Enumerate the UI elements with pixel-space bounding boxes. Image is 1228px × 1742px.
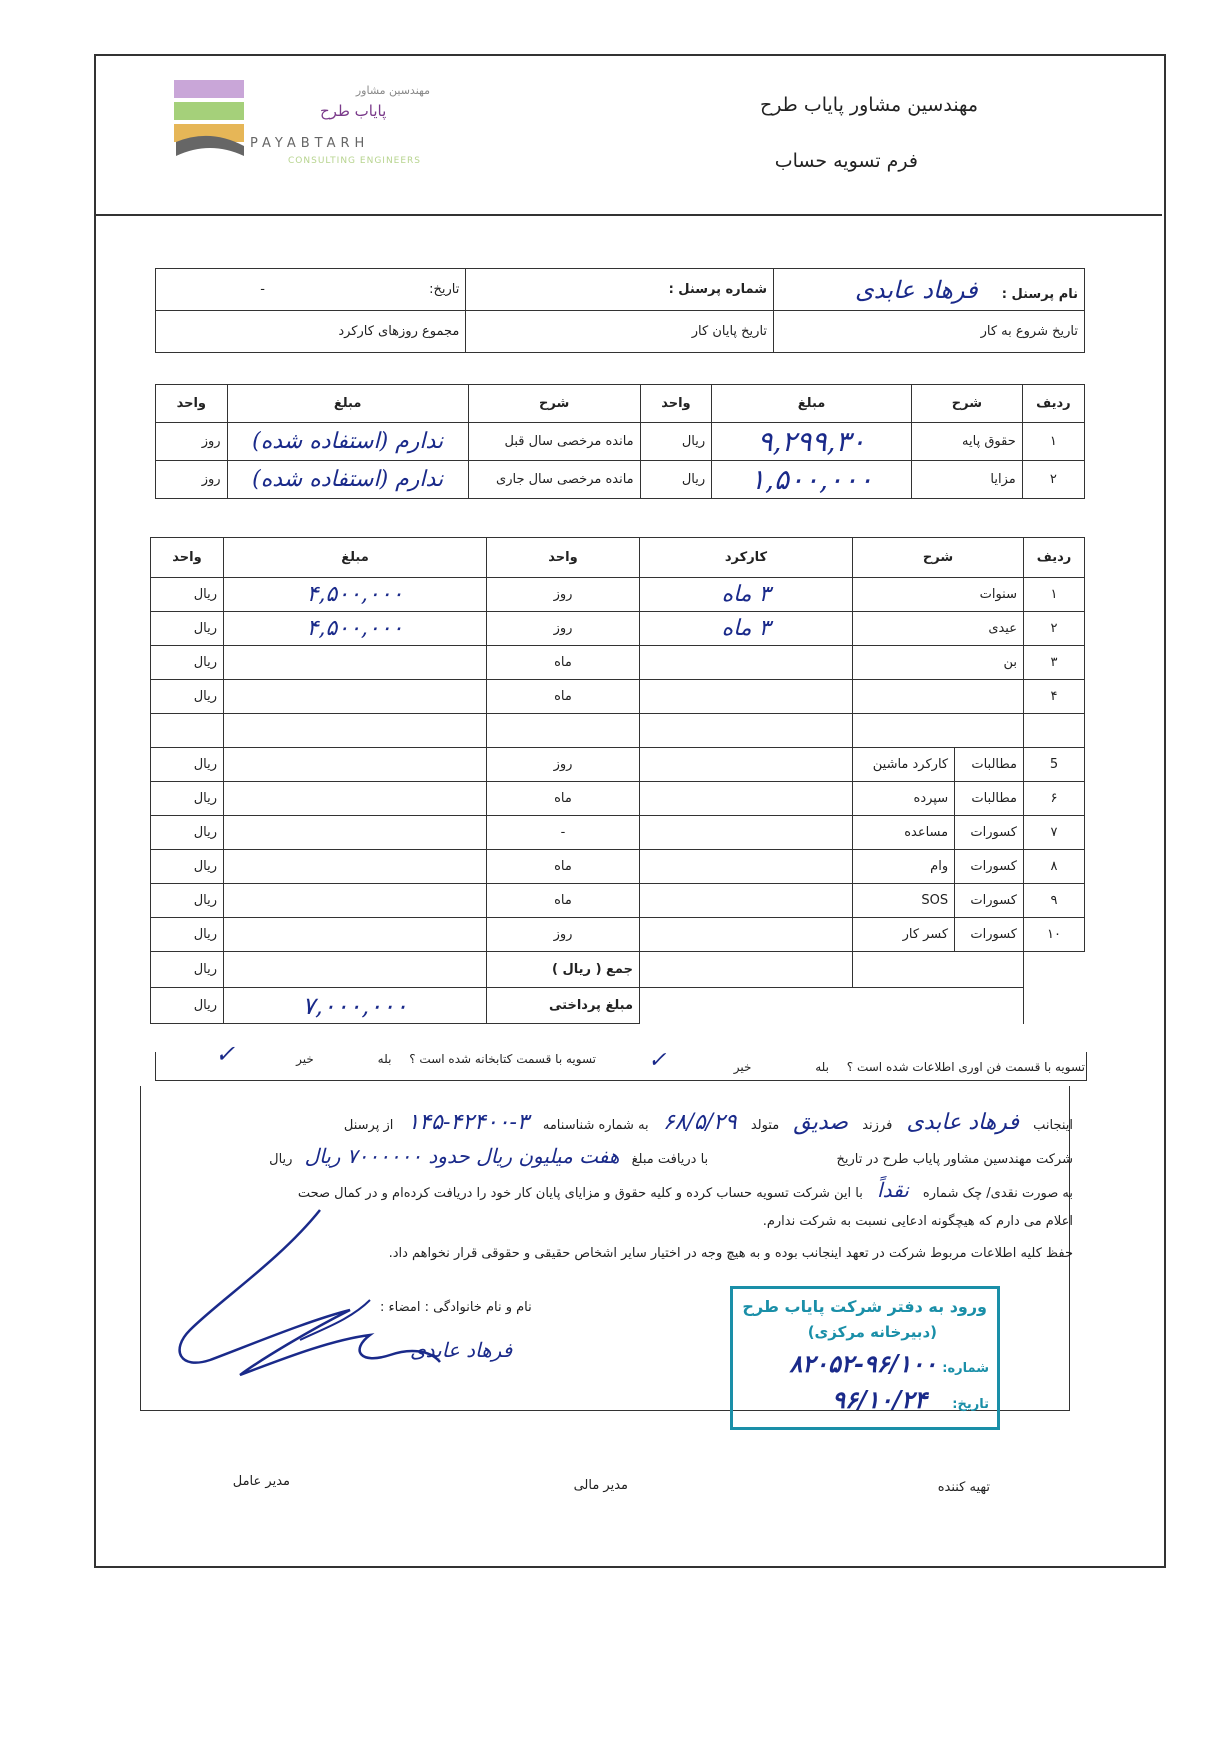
table-row: ۱۰ کسورات کسر کار روز ریال <box>151 918 1085 952</box>
personnel-name-label: نام پرسنل : <box>1001 286 1078 302</box>
logo-text-fa: پایاب طرح <box>320 102 387 120</box>
personnel-name-value: فرهاد عابدی <box>854 275 978 304</box>
ceo-label: مدیر عامل <box>232 1474 290 1489</box>
settlement-table: ردیف شرح کارکرد واحد مبلغ واحد ۱ سنوات ۳ ماه روز ۴,۵۰۰,۰۰۰ ریال ۲ عیدی ۳ ماه روز ۴,۵۰۰,۰۰۰ ریال ۳ بن ماه ریال ۴ ماه ریال 5 مطالبات کارکرد ماشین روز ریال ۶ مطالبات سپرده ماه ریال ۷ کسورات مساعده - ریال ۸ کسورات وام ماه ریال ۹ کسورات SOS ماه ریال ۱۰ کسورات کسر کار روز ریال جمع ( ریال ) ریال مبلغ پرداختی ۷,۰۰۰,۰۰۰ ریال <box>150 537 1085 1024</box>
end-date-cell: تاریخ پایان کار <box>466 311 774 353</box>
it-clearance-question: تسویه با قسمت فن اوری اطلاعات شده است ؟ بله خیر <box>733 1060 1085 1074</box>
it-checkmark: ✓ <box>648 1048 667 1073</box>
salary-table: ردیف شرح مبلغ واحد شرح مبلغ واحد ۱ حقوق پایه ۹,۲۹۹,۳۰ ریال مانده مرخصی سال قبل ندارم (استفاده شده) روز ۲ مزایا ۱,۵۰۰,۰۰۰ ریال مانده مرخصی سال جاری ندارم (استفاده شده) روز <box>155 384 1085 499</box>
preparer-label: تهیه کننده <box>937 1480 990 1495</box>
declaration-line-1: اینجانب فرهاد عابدی فرزند صدیق متولد ۶۸/۵/۲۹ به شماره شناسنامه ۳-۴۲۴۰۰-۱۴۵ از پرسنل <box>343 1110 1073 1135</box>
date-label: تاریخ: <box>429 282 460 297</box>
declaration-line-4: اعلام می دارم که هیچگونه ادعایی نسبت به شرکت ندارم. <box>762 1214 1073 1229</box>
workdays-cell: مجموع روزهای کارکرد <box>156 311 466 353</box>
finance-manager-label: مدیر مالی <box>573 1478 628 1493</box>
table-row: ۹ کسورات SOS ماه ریال <box>151 884 1085 918</box>
table-row: ۲ عیدی ۳ ماه روز ۴,۵۰۰,۰۰۰ ریال <box>151 612 1085 646</box>
company-name: مهندسین مشاور پایاب طرح <box>759 94 978 116</box>
personnel-number-label: شماره پرسنل : <box>668 282 768 297</box>
logo-mark-icon <box>170 76 260 166</box>
table-row: ۸ کسورات وام ماه ریال <box>151 850 1085 884</box>
table-row: ۱ حقوق پایه ۹,۲۹۹,۳۰ ریال مانده مرخصی سال قبل ندارم (استفاده شده) روز <box>156 423 1085 461</box>
office-entry-stamp: ورود به دفتر شرکت پایاب طرح (دبیرخانه مرکزی) شماره: ۸۲۰۵۲-۹۶/۱۰۰ تاریخ: ۹۶/۱۰/۲۴ <box>730 1286 1000 1430</box>
library-checkmark: ✓ <box>215 1040 236 1068</box>
date-value: - <box>260 282 265 297</box>
table-row: ۲ مزایا ۱,۵۰۰,۰۰۰ ریال مانده مرخصی سال جاری ندارم (استفاده شده) روز <box>156 461 1085 499</box>
logo-subtitle: CONSULTING ENGINEERS <box>288 156 422 166</box>
table-row <box>151 714 1085 748</box>
logo-text-en: PAYABTARH <box>250 136 370 151</box>
personnel-table <box>155 268 1085 353</box>
table-row: ۷ کسورات مساعده - ریال <box>151 816 1085 850</box>
table-row: ۳ بن ماه ریال <box>151 646 1085 680</box>
company-logo: مهندسین مشاور پایاب طرح PAYABTARH CONSULTING ENGINEERS <box>170 76 430 176</box>
declaration-line-3: به صورت نقدی/ چک شماره نقداً با این شرکت تسویه حساب کرده و کلیه حقوق و مزایای پایان کار خود را دریافت کرده‌ام و در کمال صحت <box>297 1178 1073 1202</box>
table-row: ۶ مطالبات سپرده ماه ریال <box>151 782 1085 816</box>
sum-row: جمع ( ریال ) ریال <box>151 952 1085 988</box>
declaration-line-5: حفظ کلیه اطلاعات مربوط شرکت در تعهد اینجانب بوده و به هیچ وجه در اختیار سایر اشخاص حقیقی و حقوقی قرار نخواهم داد. <box>388 1246 1073 1261</box>
signature-label: نام و نام خانوادگی : امضاء : <box>380 1300 532 1315</box>
handwritten-signature <box>160 1200 490 1400</box>
signature-name: فرهاد عابدی <box>410 1338 513 1362</box>
paid-row: مبلغ پرداختی ۷,۰۰۰,۰۰۰ ریال <box>151 988 1085 1024</box>
table-row: ۱ سنوات ۳ ماه روز ۴,۵۰۰,۰۰۰ ریال <box>151 578 1085 612</box>
form-title: فرم تسویه حساب <box>774 150 918 172</box>
library-clearance-question: تسویه با قسمت کتابخانه شده است ؟ بله خیر <box>296 1052 596 1066</box>
table-row: 5 مطالبات کارکرد ماشین روز ریال <box>151 748 1085 782</box>
table-row: ۴ ماه ریال <box>151 680 1085 714</box>
declaration-line-2: شرکت مهندسین مشاور پایاب طرح در تاریخ با دریافت مبلغ هفت میلیون ریال حدود ۷۰۰۰۰۰۰ ریال ریال <box>269 1144 1073 1168</box>
start-date-cell: تاریخ شروع به کار <box>774 311 1085 353</box>
